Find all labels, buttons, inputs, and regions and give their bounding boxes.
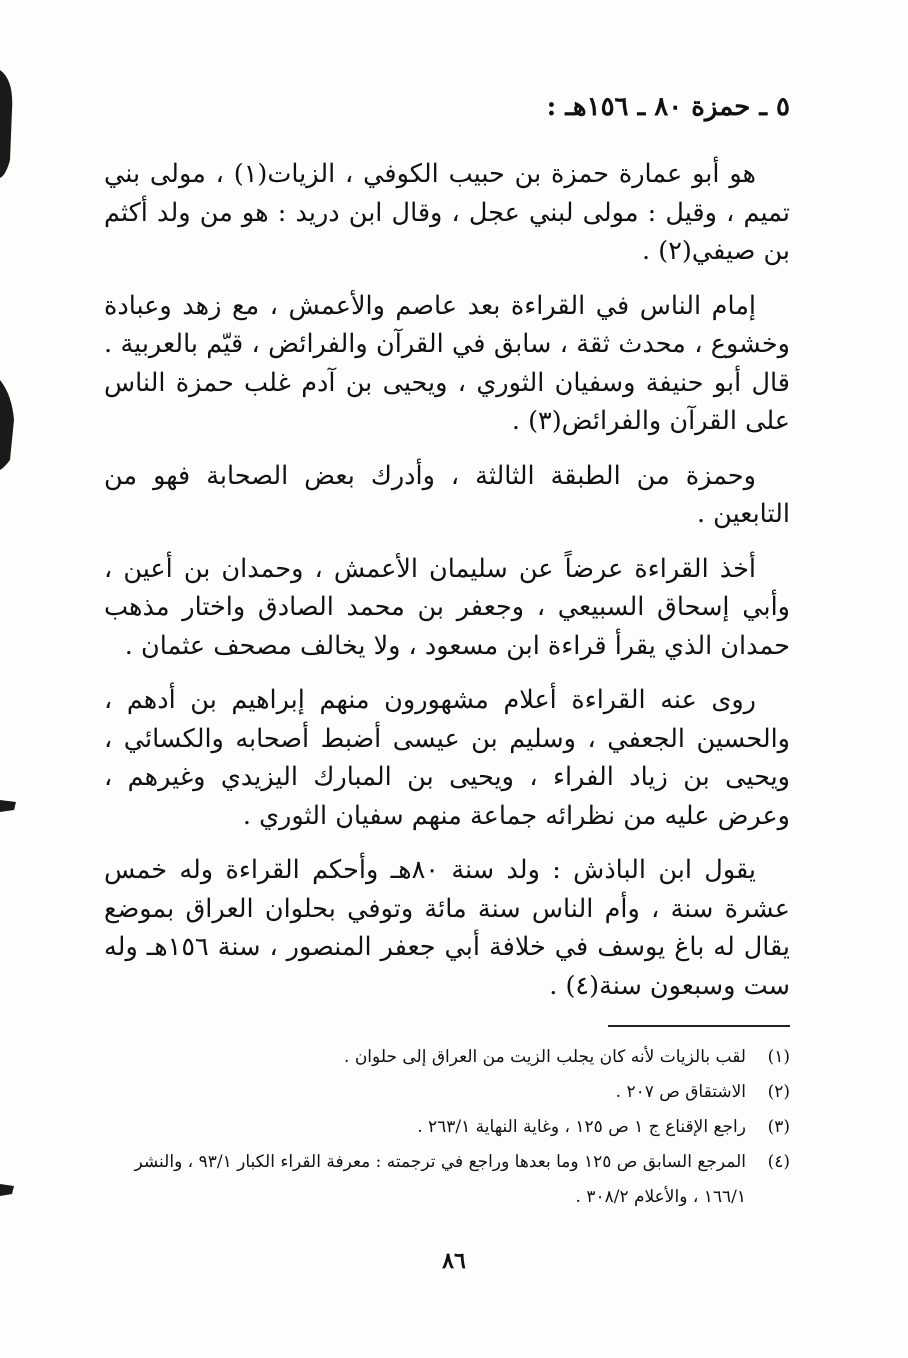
- footnote-number: (٢): [767, 1082, 790, 1102]
- footnote-text: راجع الإقناع ج ١ ص ١٢٥ ، وغاية النهاية ٢٦٣/١ .: [417, 1117, 746, 1137]
- footnote-text: لقب بالزيات لأنه كان يجلب الزيت من العراق إلى حلوان .: [344, 1047, 746, 1067]
- main-text: [104, 155, 790, 1005]
- footnote-divider: [608, 1025, 790, 1027]
- section-heading: ٥ ـ حمزة ٨٠ ـ ١٥٦هـ :: [546, 92, 790, 122]
- footnotes: [104, 1040, 790, 1215]
- footnote-number: (٣): [767, 1117, 790, 1137]
- paragraph: روى عنه القراءة أعلام مشهورون منهم إبراهيم بن أدهم ، والحسين الجعفي ، وسليم بن عيسى أضبط أصحابه والكسائي ، ويحيى بن زياد الفراء ، ويحيى بن المبارك اليزيدي وغيرهم ، وعرض عليه من نظرائه جماعة منهم سفيان الثوري .: [104, 685, 790, 831]
- footnote-number: (٤): [767, 1152, 790, 1172]
- footnote: [104, 1075, 790, 1110]
- footnote-number: (١): [767, 1047, 790, 1067]
- footnote: [104, 1040, 790, 1075]
- paragraph: أخذ القراءة عرضاً عن سليمان الأعمش ، وحمدان بن أعين ، وأبي إسحاق السبيعي ، وجعفر بن محمد الصادق واختار مذهب حمدان الذي يقرأ قراءة ابن مسعود ، ولا يخالف مصحف عثمان .: [104, 553, 790, 661]
- paragraph: إمام الناس في القراءة بعد عاصم والأعمش ، مع زهد وعبادة وخشوع ، محدث ثقة ، سابق في القرآن والفرائض ، قيّم بالعربية . قال أبو حنيفة وسفيان الثوري ، ويحيى بن آدم غلب حمزة الناس على القرآن والفرائض(٣) .: [104, 290, 790, 436]
- page-number: ٨٦: [442, 1248, 466, 1274]
- footnote-text: الاشتقاق ص ٢٠٧ .: [615, 1082, 746, 1102]
- footnote: [104, 1145, 790, 1215]
- paragraph: وحمزة من الطبقة الثالثة ، وأدرك بعض الصحابة فهو من التابعين .: [104, 460, 790, 529]
- footnote-text: المرجع السابق ص ١٢٥ وما بعدها وراجع في ترجمته : معرفة القراء الكبار ٩٣/١ ، والنشر ١٦٦/١ ، والأعلام ٣٠٨/٢ .: [134, 1152, 746, 1207]
- footnote: [104, 1110, 790, 1145]
- paragraph: يقول ابن الباذش : ولد سنة ٨٠هـ وأحكم القراءة وله خمس عشرة سنة ، وأم الناس سنة مائة وتوفي بحلوان العراق بموضع يقال له باغ يوسف في خلافة أبي جعفر المنصور ، سنة ١٥٦هـ وله ست وسبعون سنة(٤) .: [104, 855, 790, 1001]
- paragraph: هو أبو عمارة حمزة بن حبيب الكوفي ، الزيات(١) ، مولى بني تميم ، وقيل : مولى لبني عجل ، وقال ابن دريد : هو من ولد أكثم بن صيفي(٢) .: [104, 159, 790, 266]
